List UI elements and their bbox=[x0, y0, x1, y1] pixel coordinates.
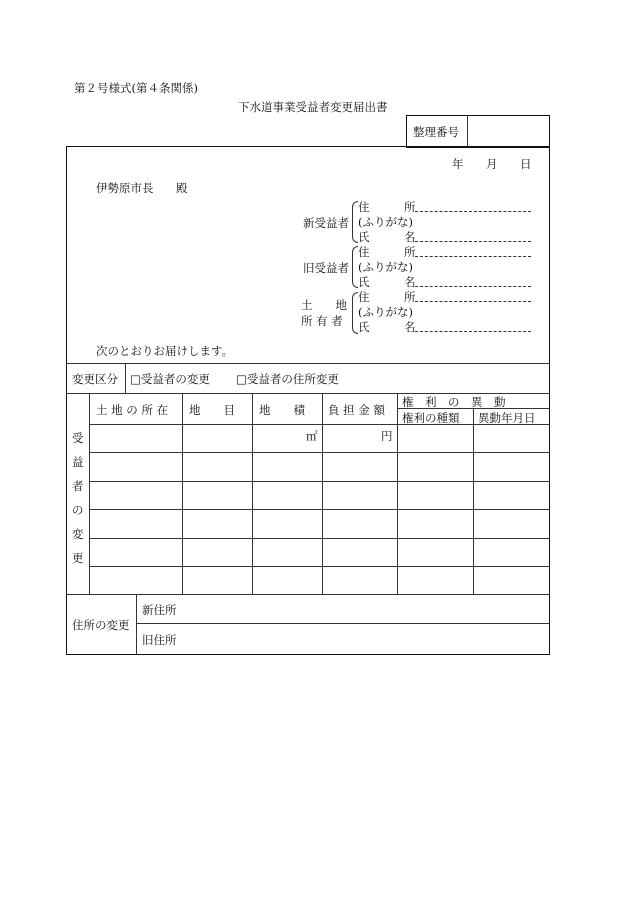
landowner-label: 土 地 bbox=[301, 298, 347, 312]
form-title: 下水道事業受益者変更届出書 bbox=[238, 100, 388, 114]
header-land-category: 地 目 bbox=[189, 403, 235, 417]
old-address-label: 旧住所 bbox=[142, 633, 177, 647]
header-location: 土 地 の 所 在 bbox=[96, 403, 169, 417]
name-label: 氏 名 bbox=[358, 230, 416, 244]
side-label-char: 益 bbox=[72, 455, 84, 469]
name-label: 氏 名 bbox=[358, 275, 416, 289]
header-area: 地 積 bbox=[259, 403, 305, 417]
beneficiary-change-checkbox[interactable]: □受益者の変更 bbox=[130, 372, 210, 386]
header-rights-change: 権 利 の 異 動 bbox=[402, 395, 506, 409]
furigana-label: (ふりがな) bbox=[358, 260, 413, 274]
new-address-label: 新住所 bbox=[142, 603, 177, 617]
new-address-field[interactable] bbox=[415, 211, 531, 212]
owner-name-field[interactable] bbox=[415, 331, 531, 332]
header-change-date: 異動年月日 bbox=[478, 411, 536, 425]
form-number: 第２号様式(第４条関係) bbox=[74, 81, 198, 95]
change-type-label: 変更区分 bbox=[72, 372, 118, 386]
date-year: 年 bbox=[452, 157, 464, 171]
notice-text: 次のとおりお届けします。 bbox=[96, 344, 234, 358]
side-label-char: 更 bbox=[72, 551, 84, 565]
reference-number-field[interactable] bbox=[470, 118, 546, 144]
name-label: 氏 名 bbox=[358, 320, 416, 334]
old-name-field[interactable] bbox=[415, 286, 531, 287]
date-month: 月 bbox=[486, 157, 498, 171]
header-amount: 負 担 金 額 bbox=[328, 403, 385, 417]
address-label: 住 所 bbox=[358, 290, 416, 304]
old-beneficiary-label: 旧受益者 bbox=[303, 261, 349, 275]
address-change-label: 住所の変更 bbox=[72, 618, 130, 632]
new-beneficiary-label: 新受益者 bbox=[303, 216, 349, 230]
landowner-label-2: 所 有 者 bbox=[301, 314, 343, 328]
side-label-char: 者 bbox=[72, 479, 84, 493]
owner-address-field[interactable] bbox=[415, 301, 531, 302]
furigana-label: (ふりがな) bbox=[358, 215, 413, 229]
unit-area: ㎡ bbox=[306, 429, 318, 443]
furigana-label: (ふりがな) bbox=[358, 305, 413, 319]
address-label: 住 所 bbox=[358, 245, 416, 259]
unit-amount: 円 bbox=[381, 429, 393, 443]
side-label-char: 受 bbox=[72, 431, 84, 445]
address-label: 住 所 bbox=[358, 200, 416, 214]
side-label-char: の bbox=[72, 503, 84, 517]
address-change-checkbox[interactable]: □受益者の住所変更 bbox=[236, 372, 339, 386]
new-name-field[interactable] bbox=[415, 241, 531, 242]
reference-number-label: 整理番号 bbox=[413, 125, 459, 139]
addressee: 伊勢原市長 bbox=[96, 181, 154, 195]
side-label-char: 変 bbox=[72, 527, 84, 541]
header-rights-type: 権利の種類 bbox=[402, 411, 460, 425]
honorific: 殿 bbox=[176, 181, 188, 195]
old-address-field[interactable] bbox=[415, 256, 531, 257]
date-day: 日 bbox=[520, 157, 532, 171]
